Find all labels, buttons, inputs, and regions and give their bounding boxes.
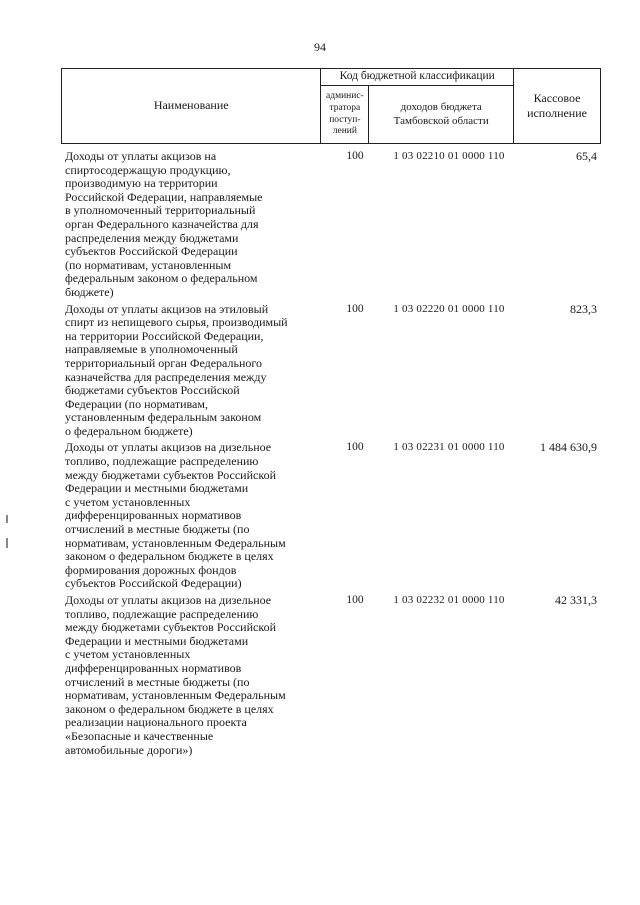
table-row <box>61 150 601 300</box>
table-header <box>61 68 601 144</box>
row-admin-code: 100 <box>346 594 364 606</box>
row-name: Доходы от уплаты акцизов на дизельное топливо, подлежащие распределению между бюджетами субъектов Российской Федерации и местными бюджетами с учетом установленных дифференцированных нормативов отчислений в местные бюджеты (по нормативам, установленным Федеральным законом о федеральном бюджете в целях реализации национального проекта «Безопасные и качественные автомобильные дороги») <box>65 593 286 757</box>
row-revenue-code: 1 03 02231 01 0000 110 <box>393 441 505 454</box>
row-name: Доходы от уплаты акцизов на спиртосодержащую продукцию, производимую на территории Российской Федерации, направляемые в уполномоченный территориальный орган Федерального казначейства для распределения между бюджетами субъектов Российской Федерации (по нормативам, установленным федеральным законом о федеральном бюджете) <box>65 149 263 299</box>
scan-margin-mark <box>6 515 8 523</box>
header-code-group: Код бюджетной классификации <box>321 69 514 86</box>
row-amount: 65,4 <box>576 149 597 163</box>
row-admin-code: 100 <box>346 302 364 315</box>
row-name: Доходы от уплаты акцизов на дизельное топливо, подлежащие распределению между бюджетами субъектов Российской Федерации и местными бюджетами с учетом установленных дифференцированных нормативов отчислений в местные бюджеты (по нормативам, установленным Федеральным законом о федеральном бюджете в целях формирования дорожных фондов субъектов Российской Федерации) <box>65 440 286 591</box>
table-row <box>61 594 601 757</box>
row-admin-code: 100 <box>346 441 364 454</box>
row-revenue-code: 1 03 02220 01 0000 110 <box>393 302 505 315</box>
row-name: Доходы от уплаты акцизов на этиловый спирт из непищевого сырья, производимый на территории Российской Федерации, направляемые в уполномоченный территориальный орган Федерального казначейства для распределения между бюджетами субъектов Российской Федерации (по нормативам, установленным федеральным законом о федеральном бюджете) <box>65 301 288 438</box>
row-amount: 42 331,3 <box>555 593 597 607</box>
header-name: Наименование <box>62 69 321 144</box>
row-amount: 1 484 630,9 <box>540 440 597 455</box>
row-amount: 823,3 <box>570 301 597 316</box>
header-revenue: доходов бюджета Тамбовской области <box>369 86 514 144</box>
row-revenue-code: 1 03 02210 01 0000 110 <box>393 150 505 162</box>
scan-margin-mark <box>6 538 8 548</box>
table-row <box>61 441 601 591</box>
header-amount: Кассовое исполнение <box>514 69 601 144</box>
header-admin: админис- тратора поступ- лений <box>321 86 369 144</box>
page-number: 94 <box>314 40 326 54</box>
table-body <box>61 150 601 757</box>
row-revenue-code: 1 03 02232 01 0000 110 <box>393 594 505 606</box>
table-row <box>61 303 601 439</box>
row-admin-code: 100 <box>346 150 364 162</box>
